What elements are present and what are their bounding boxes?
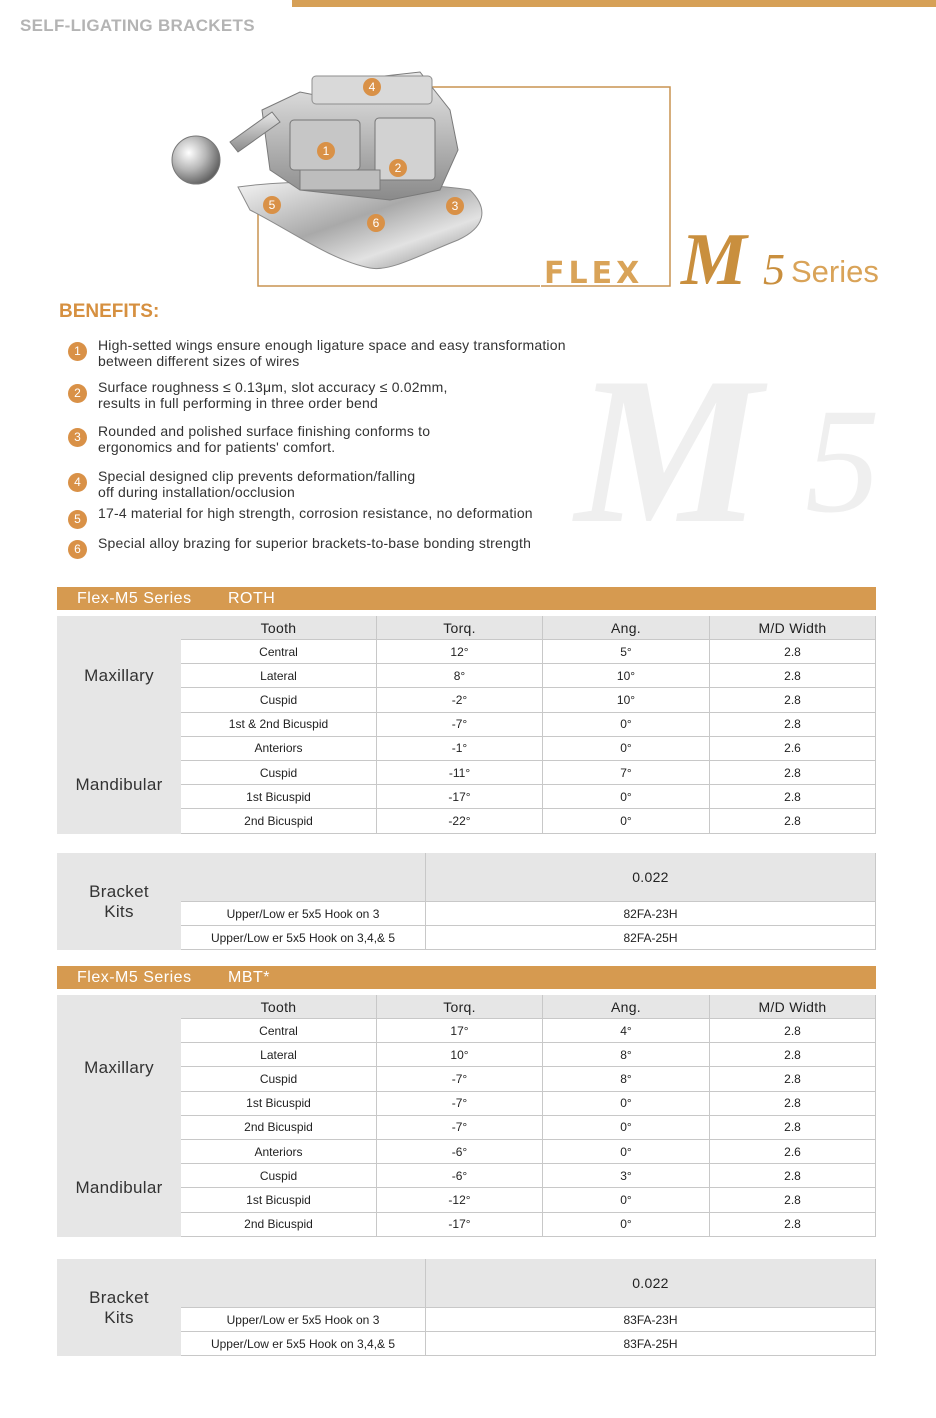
kits-header-blank bbox=[181, 853, 426, 902]
table-cell: 0° bbox=[543, 785, 710, 809]
kits-wire-size: 0.022 bbox=[426, 1259, 876, 1308]
benefit-text bbox=[98, 379, 658, 411]
benefit-number: 5 bbox=[68, 510, 87, 529]
table-cell: -6° bbox=[377, 1140, 543, 1164]
table-cell: 0° bbox=[543, 1213, 710, 1237]
column-header: Torq. bbox=[377, 616, 543, 640]
benefit-line: ergonomics and for patients' comfort. bbox=[98, 439, 336, 455]
benefit-line: Special alloy brazing for superior brackets-to-base bonding strength bbox=[98, 535, 532, 551]
roth-kits-table bbox=[57, 853, 876, 950]
callout-3 bbox=[446, 197, 464, 215]
table-cell: -17° bbox=[377, 785, 543, 809]
table-cell: 0° bbox=[543, 1140, 710, 1164]
benefit-line: off during installation/occlusion bbox=[98, 484, 296, 500]
mbt-table bbox=[57, 995, 876, 1237]
table-cell: Cuspid bbox=[181, 1164, 377, 1188]
column-header: Tooth bbox=[181, 995, 377, 1019]
table-cell: Cuspid bbox=[181, 688, 377, 712]
group-label: Maxillary bbox=[57, 995, 181, 1140]
table-cell: -2° bbox=[377, 688, 543, 712]
kits-label bbox=[57, 853, 181, 950]
table-cell: 0° bbox=[543, 1092, 710, 1116]
table-cell: 3° bbox=[543, 1164, 710, 1188]
table-cell: 4° bbox=[543, 1019, 710, 1043]
table-cell: 17° bbox=[377, 1019, 543, 1043]
kits-label-line1: Bracket bbox=[89, 881, 149, 901]
table-cell: -7° bbox=[377, 1067, 543, 1091]
table-cell: Central bbox=[181, 640, 377, 664]
svg-text:4: 4 bbox=[368, 80, 376, 94]
table-cell: 2.8 bbox=[710, 1019, 876, 1043]
table-cell: Anteriors bbox=[181, 1140, 377, 1164]
benefit-line: Rounded and polished surface finishing conforms to bbox=[98, 423, 431, 439]
table-cell: 10° bbox=[543, 688, 710, 712]
table-cell: -12° bbox=[377, 1188, 543, 1212]
logo-series: Series bbox=[791, 254, 879, 289]
callout-1 bbox=[317, 142, 335, 160]
mbt-type-label: MBT* bbox=[228, 969, 270, 986]
watermark-m: M bbox=[575, 335, 762, 567]
benefit-line: Special designed clip prevents deformation/falling bbox=[98, 468, 416, 484]
callout-4 bbox=[363, 78, 381, 96]
table-cell: 2.8 bbox=[710, 785, 876, 809]
kits-label-line2: Kits bbox=[104, 901, 134, 921]
table-cell: 12° bbox=[377, 640, 543, 664]
roth-series-label: Flex-M5 Series bbox=[77, 590, 192, 607]
roth-type-label: ROTH bbox=[228, 590, 276, 607]
table-cell: 8° bbox=[543, 1067, 710, 1091]
table-cell: 2.8 bbox=[710, 640, 876, 664]
callout-2 bbox=[389, 159, 407, 177]
benefits-title: BENEFITS: bbox=[59, 301, 160, 322]
table-cell: 10° bbox=[377, 1043, 543, 1067]
svg-text:5: 5 bbox=[268, 198, 276, 212]
table-cell: Central bbox=[181, 1019, 377, 1043]
benefit-line: High-setted wings ensure enough ligature space and easy transformation bbox=[98, 337, 566, 353]
table-cell: 0° bbox=[543, 737, 710, 761]
column-header: Tooth bbox=[181, 616, 377, 640]
column-header: Torq. bbox=[377, 995, 543, 1019]
table-cell: 2.8 bbox=[710, 688, 876, 712]
kits-label-line2: Kits bbox=[104, 1307, 134, 1327]
kit-description: Upper/Low er 5x5 Hook on 3 bbox=[181, 902, 426, 926]
benefit-number: 6 bbox=[68, 540, 87, 559]
table-cell: 2.6 bbox=[710, 737, 876, 761]
table-cell: 1st Bicuspid bbox=[181, 1092, 377, 1116]
column-header: Ang. bbox=[543, 616, 710, 640]
table-cell: -11° bbox=[377, 761, 543, 785]
table-cell: 2nd Bicuspid bbox=[181, 809, 377, 833]
svg-text:3: 3 bbox=[451, 199, 459, 213]
kits-header-blank bbox=[181, 1259, 426, 1308]
mbt-band bbox=[57, 966, 876, 989]
benefit-text bbox=[98, 468, 658, 500]
kits-label bbox=[57, 1259, 181, 1356]
table-cell: 2.8 bbox=[710, 1188, 876, 1212]
benefit-text bbox=[98, 505, 658, 521]
table-cell: 2.8 bbox=[710, 664, 876, 688]
logo-five: 5 bbox=[763, 245, 785, 294]
benefit-number: 3 bbox=[68, 428, 87, 447]
kit-description: Upper/Low er 5x5 Hook on 3,4,& 5 bbox=[181, 1332, 426, 1356]
column-header: M/D Width bbox=[710, 995, 876, 1019]
table-cell: Anteriors bbox=[181, 737, 377, 761]
table-cell: 2.8 bbox=[710, 1116, 876, 1140]
table-cell: 7° bbox=[543, 761, 710, 785]
mbt-series-label: Flex-M5 Series bbox=[77, 969, 192, 986]
kit-description: Upper/Low er 5x5 Hook on 3,4,& 5 bbox=[181, 926, 426, 950]
column-header: Ang. bbox=[543, 995, 710, 1019]
benefit-line: Surface roughness ≤ 0.13μm, slot accuracy ≤ 0.02mm, bbox=[98, 379, 448, 395]
benefit-text bbox=[98, 535, 658, 551]
section-label: SELF-LIGATING BRACKETS bbox=[20, 16, 255, 35]
table-cell: 8° bbox=[543, 1043, 710, 1067]
callout-6 bbox=[367, 214, 385, 232]
table-cell: 2.6 bbox=[710, 1140, 876, 1164]
benefit-line: results in full performing in three order bend bbox=[98, 395, 379, 411]
table-cell: -1° bbox=[377, 737, 543, 761]
table-cell: 0° bbox=[543, 809, 710, 833]
logo-m: M bbox=[681, 219, 747, 301]
group-label: Mandibular bbox=[57, 737, 181, 834]
column-header: M/D Width bbox=[710, 616, 876, 640]
table-cell: 2nd Bicuspid bbox=[181, 1116, 377, 1140]
roth-band bbox=[57, 587, 876, 610]
table-cell: 10° bbox=[543, 664, 710, 688]
table-cell: 2.8 bbox=[710, 1164, 876, 1188]
group-label: Mandibular bbox=[57, 1140, 181, 1237]
table-cell: 2.8 bbox=[710, 1067, 876, 1091]
table-cell: 2nd Bicuspid bbox=[181, 1213, 377, 1237]
kit-code: 83FA-23H bbox=[426, 1308, 876, 1332]
kit-code: 82FA-25H bbox=[426, 926, 876, 950]
svg-text:6: 6 bbox=[372, 216, 380, 230]
table-cell: Lateral bbox=[181, 664, 377, 688]
table-cell: Lateral bbox=[181, 1043, 377, 1067]
group-label: Maxillary bbox=[57, 616, 181, 737]
table-cell: 0° bbox=[543, 713, 710, 737]
table-cell: 5° bbox=[543, 640, 710, 664]
table-cell: 2.8 bbox=[710, 809, 876, 833]
table-cell: 1st Bicuspid bbox=[181, 1188, 377, 1212]
benefit-number: 4 bbox=[68, 473, 87, 492]
kits-wire-size: 0.022 bbox=[426, 853, 876, 902]
callout-5 bbox=[263, 196, 281, 214]
benefit-line: between different sizes of wires bbox=[98, 353, 300, 369]
table-cell: 2.8 bbox=[710, 713, 876, 737]
table-cell: 0° bbox=[543, 1188, 710, 1212]
benefit-text bbox=[98, 423, 658, 455]
benefit-number: 1 bbox=[68, 342, 87, 361]
table-cell: -7° bbox=[377, 713, 543, 737]
roth-table bbox=[57, 616, 876, 834]
kit-code: 83FA-25H bbox=[426, 1332, 876, 1356]
table-cell: 2.8 bbox=[710, 1092, 876, 1116]
watermark-five: 5 bbox=[805, 378, 880, 544]
svg-text:1: 1 bbox=[322, 144, 330, 158]
benefit-text bbox=[98, 337, 658, 369]
top-accent-bar bbox=[292, 0, 936, 7]
table-cell: 2.8 bbox=[710, 1043, 876, 1067]
svg-text:2: 2 bbox=[394, 161, 402, 175]
kits-label-line1: Bracket bbox=[89, 1287, 149, 1307]
benefit-number: 2 bbox=[68, 384, 87, 403]
table-cell: -7° bbox=[377, 1116, 543, 1140]
table-cell: 1st & 2nd Bicuspid bbox=[181, 713, 377, 737]
table-cell: -17° bbox=[377, 1213, 543, 1237]
benefit-line: 17-4 material for high strength, corrosion resistance, no deformation bbox=[98, 505, 533, 521]
table-cell: 1st Bicuspid bbox=[181, 785, 377, 809]
logo-flex: FLEX bbox=[544, 256, 644, 291]
table-cell: Cuspid bbox=[181, 761, 377, 785]
kit-description: Upper/Low er 5x5 Hook on 3 bbox=[181, 1308, 426, 1332]
table-cell: 8° bbox=[377, 664, 543, 688]
table-cell: Cuspid bbox=[181, 1067, 377, 1091]
table-cell: 2.8 bbox=[710, 1213, 876, 1237]
kit-code: 82FA-23H bbox=[426, 902, 876, 926]
table-cell: -22° bbox=[377, 809, 543, 833]
table-cell: -7° bbox=[377, 1092, 543, 1116]
table-cell: 2.8 bbox=[710, 761, 876, 785]
table-cell: -6° bbox=[377, 1164, 543, 1188]
table-cell: 0° bbox=[543, 1116, 710, 1140]
mbt-kits-table bbox=[57, 1259, 876, 1356]
